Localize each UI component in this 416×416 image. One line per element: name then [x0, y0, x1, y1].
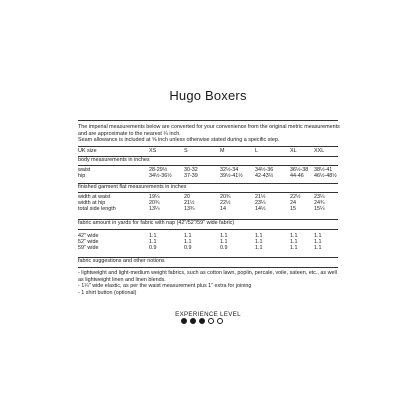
list-item: - lightweight and light-medium weight fabrics, such as cotton lawn, poplin, percale, voile, sateen, etc., as well as lightweight linen and linen blends.	[78, 270, 337, 283]
size-header-row	[78, 147, 340, 155]
cell: 20¾	[220, 194, 231, 200]
list-item: - 1¼" wide elastic, as per the waist measurement plus 1" extra for joining	[78, 283, 252, 290]
cell: 24¾	[314, 200, 325, 206]
cell: 15¼	[314, 206, 325, 212]
row-label: 59" wide	[78, 245, 99, 251]
cell: 1.1	[149, 233, 157, 239]
cell: 28-29½	[149, 167, 168, 173]
cell: 20	[184, 194, 190, 200]
filled-dot-icon	[199, 318, 205, 324]
table-row	[78, 172, 340, 180]
cell: 20¾	[149, 200, 160, 206]
notions-list	[78, 270, 340, 296]
finished-measurements-title: finished garment flat measurements in inches	[78, 184, 187, 190]
experience-level-rating	[181, 318, 223, 324]
cell: 1.1	[314, 245, 322, 251]
table-row	[78, 244, 340, 252]
cell: 42-43½	[255, 173, 274, 179]
cell: 34½-36	[255, 167, 274, 173]
cell: 30-32	[184, 167, 198, 173]
cell: 46½-48½	[314, 173, 337, 179]
cell: 1.1	[290, 245, 298, 251]
cell: 14	[220, 206, 226, 212]
cell: 19¼	[149, 194, 160, 200]
cell: 23¼	[314, 194, 325, 200]
cell: 1.1	[220, 239, 228, 245]
cell: 1.1	[314, 233, 322, 239]
cell: 38½-41	[314, 167, 333, 173]
size-m: M	[220, 148, 225, 154]
cell: 13¼	[149, 206, 160, 212]
cell: 1.1	[184, 239, 192, 245]
table-row	[78, 205, 340, 213]
size-s: S	[184, 148, 188, 154]
filled-dot-icon	[181, 318, 187, 324]
cell: 1.1	[255, 233, 263, 239]
divider	[78, 267, 338, 268]
row-label: 52" wide	[78, 239, 99, 245]
list-item: - 1 shirt button (optional)	[78, 289, 137, 296]
cell: 22½	[290, 194, 301, 200]
cell: 0.9	[220, 245, 228, 251]
notions-title: fabric suggestions and other notions	[78, 258, 165, 264]
cell: 1.1	[290, 239, 298, 245]
experience-level-label: EXPERIENCE LEVEL	[175, 311, 241, 318]
empty-dot-icon	[208, 318, 214, 324]
size-xl: XL	[290, 148, 297, 154]
cell: 44-46	[290, 173, 304, 179]
cell: 1.1	[220, 233, 228, 239]
row-label: total side length	[78, 206, 116, 212]
cell: 37-39	[184, 173, 198, 179]
cell: 23¼	[255, 200, 266, 206]
row-label: waist	[78, 167, 91, 173]
filled-dot-icon	[190, 318, 196, 324]
size-header-label: UK size	[78, 148, 97, 154]
row-label: 42" wide	[78, 233, 99, 239]
cell: 22½	[220, 200, 231, 206]
row-label: width at waist	[78, 194, 111, 200]
fabric-amount-title: fabric amount in yards for fabric with nap (42"/52"/59" wide fabric)	[78, 220, 235, 226]
intro-text	[78, 124, 340, 144]
cell: 21½	[184, 200, 195, 206]
cell: 1.1	[255, 239, 263, 245]
cell: 1.1	[149, 239, 157, 245]
cell: 0.9	[149, 245, 157, 251]
size-xs: XS	[149, 148, 157, 154]
cell: 32½-34	[220, 167, 239, 173]
cell: 1.1	[314, 239, 322, 245]
size-xxl: XXL	[314, 148, 325, 154]
cell: 1.1	[184, 233, 192, 239]
seam-allowance-note: Seam allowance is included at ⅝ inch unless otherwise stated during a specific step.	[78, 137, 280, 144]
cell: 1.1	[255, 245, 263, 251]
page-title: Hugo Boxers	[169, 88, 247, 103]
intro-paragraph: The imperial measurements below are converted for your convenience from the original metric measurements and are approximate to the nearest ¼ inch.	[78, 124, 340, 137]
row-label: hip	[78, 173, 86, 179]
cell: 15	[290, 206, 296, 212]
cell: 36½-38	[290, 167, 309, 173]
size-l: L	[255, 148, 258, 154]
cell: 14½	[255, 206, 266, 212]
divider	[78, 229, 338, 230]
cell: 24	[290, 200, 296, 206]
row-label: width at hip	[78, 200, 106, 206]
cell: 13¾	[184, 206, 195, 212]
divider	[78, 120, 338, 121]
empty-dot-icon	[217, 318, 223, 324]
cell: 21½	[255, 194, 266, 200]
cell: 39½-41½	[220, 173, 243, 179]
cell: 1.1	[290, 233, 298, 239]
cell: 34½-36½	[149, 173, 172, 179]
cell: 0.9	[184, 245, 192, 251]
body-measurements-title: body measurements in inches	[78, 157, 150, 163]
